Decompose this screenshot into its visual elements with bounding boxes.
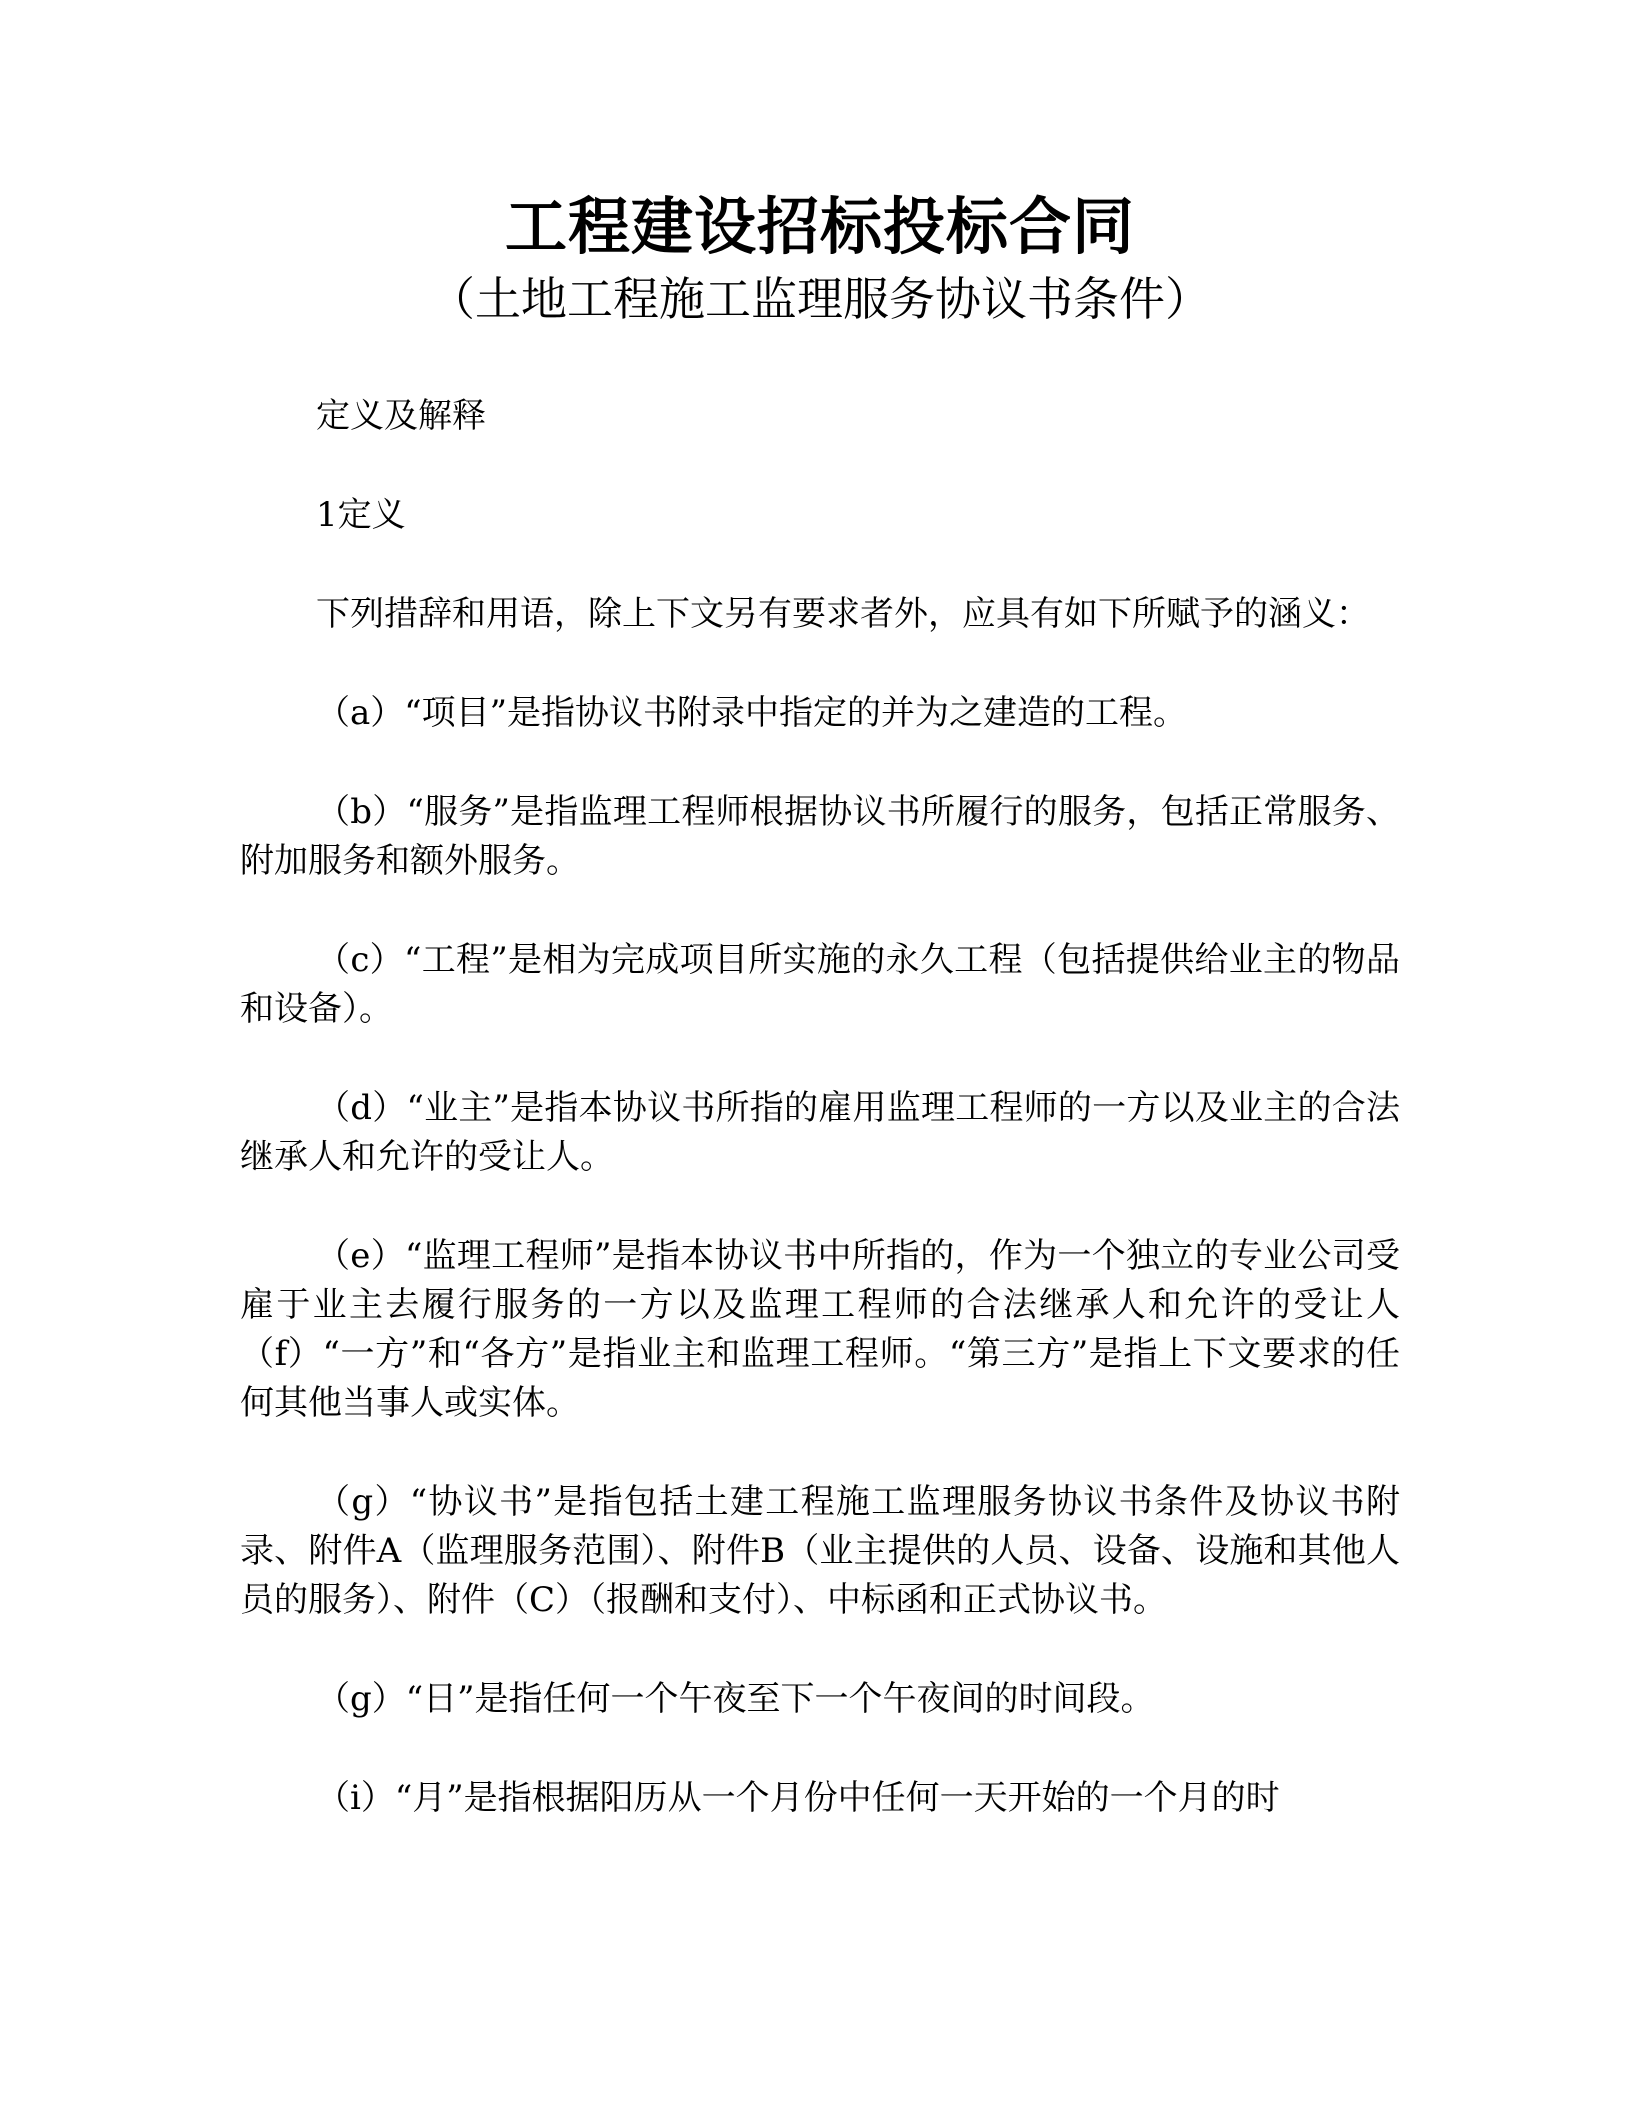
definition-d: （d）“业主”是指本协议书所指的雇用监理工程师的一方以及业主的合法继承人和允许的受让人。 — [240, 1088, 1400, 1177]
document-subtitle: （土地工程施工监理服务协议书条件） — [429, 272, 1211, 326]
clause-heading: 1定义 — [316, 495, 406, 535]
definition-day: （g）“日”是指任何一个午夜至下一个午夜间的时间段。 — [316, 1679, 1155, 1719]
definition-e: （e）“监理工程师”是指本协议书中所指的，作为一个独立的专业公司受雇于业主去履行服务的一方以及监理工程师的合法继承人和允许的受让人（f）“一方”和“各方”是指业主和监理工程师。“第三方”是指上下文要求的任何其他当事人或实体。 — [240, 1236, 1400, 1423]
paragraph: 下列措辞和用语，除上下文另有要求者外，应具有如下所赋予的涵义： — [316, 594, 1370, 634]
definition-b: （b）“服务”是指监理工程师根据协议书所履行的服务，包括正常服务、附加服务和额外服务。 — [240, 792, 1400, 881]
document-title: 工程建设招标投标合同 — [504, 190, 1135, 263]
section-heading: 定义及解释 — [316, 396, 486, 436]
document-body — [240, 392, 1400, 1823]
definition-g: （g）“协议书”是指包括土建工程施工监理服务协议书条件及协议书附录、附件A（监理服务范围）、附件B（业主提供的人员、设备、设施和其他人员的服务）、附件（C）（报酬和支付）、中标函和正式协议书。 — [240, 1482, 1400, 1620]
definition-a: （a）“项目”是指协议书附录中指定的并为之建造的工程。 — [316, 693, 1188, 733]
definition-c: （c）“工程”是相为完成项目所实施的永久工程（包括提供给业主的物品和设备）。 — [240, 940, 1400, 1029]
document-page — [240, 190, 1400, 1873]
definition-month: （i）“月”是指根据阳历从一个月份中任何一天开始的一个月的时 — [316, 1778, 1280, 1818]
